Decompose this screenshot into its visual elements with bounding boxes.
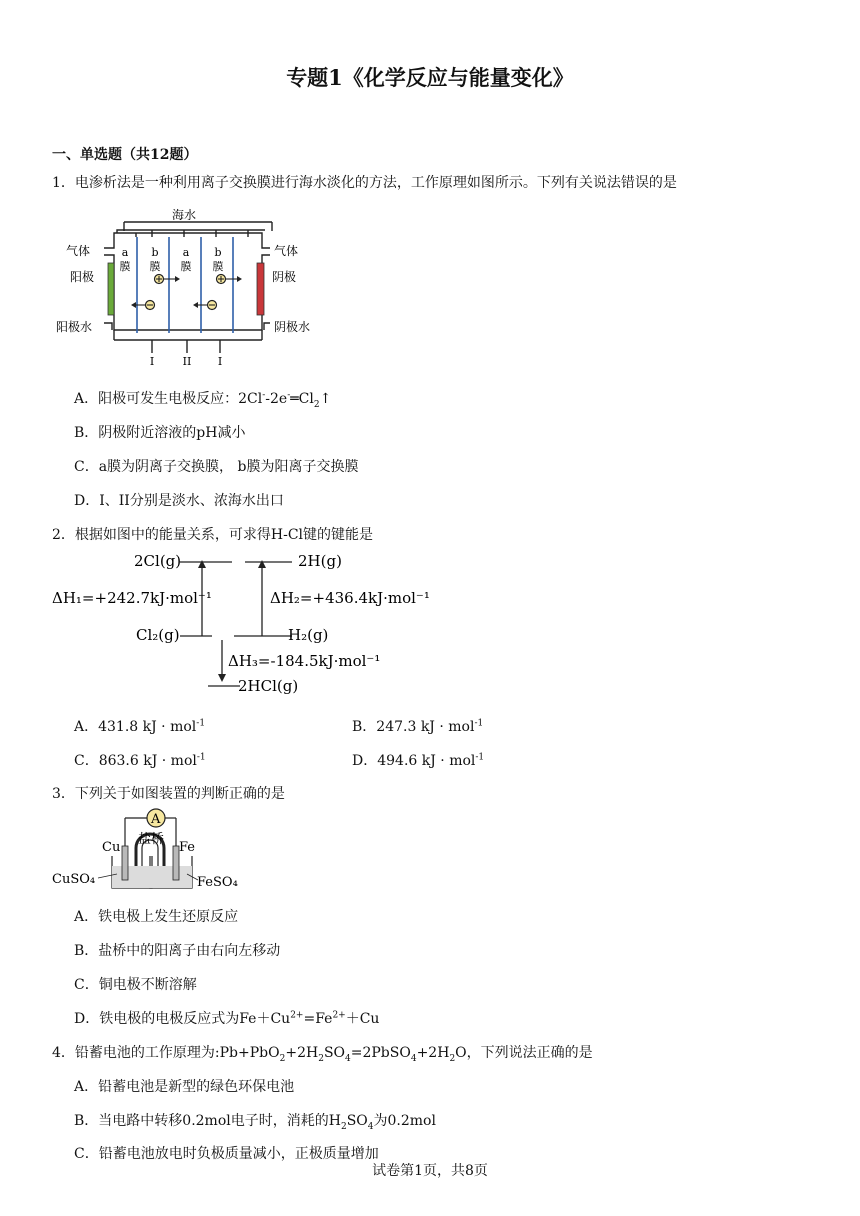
q1-option-d: D．I、II分别是淡水、浓海水出口 — [74, 493, 284, 509]
cathode-plate — [257, 263, 264, 315]
anode-label: 阳极 — [70, 270, 95, 284]
q2-option-d: D．494.6 kJ · mol$^{-1}$ — [352, 752, 485, 769]
energy-2cl-label: 2Cl(g) — [134, 552, 182, 570]
energy-2hcl-label: 2HCl(g) — [238, 677, 299, 695]
delta-h3-label: ΔH₃=-184.5kJ·mol⁻¹ — [228, 652, 381, 670]
membrane-1-letter: a — [121, 246, 129, 259]
q3-stem: 3．下列关于如图装置的判断正确的是 — [52, 786, 285, 802]
anode-plate — [108, 263, 114, 315]
delta-h1-label: ΔH₁=+242.7kJ·mol⁻¹ — [52, 589, 212, 607]
membrane-2-word: 膜 — [149, 260, 161, 273]
membrane-1-word: 膜 — [119, 260, 131, 273]
q2-energy-diagram — [52, 548, 432, 700]
q3-option-d: D．铁电极的电极反应式为$Fe+Cu^{2+}=Fe^{2+}+Cu$ — [74, 1010, 380, 1027]
q1-option-b: B．阴极附近溶液的pH减小 — [74, 425, 246, 441]
outlet-2-label: II — [182, 355, 192, 368]
q1-stem: 1．电渗析法是一种利用离子交换膜进行海水淡化的方法，工作原理如图所示。下列有关说法错误的是 — [52, 175, 677, 191]
energy-h2-label: H₂(g) — [288, 626, 329, 644]
outlet-1-label: I — [149, 355, 155, 368]
gas-left-label: 气体 — [66, 244, 91, 258]
page-footer: 试卷第1页，共8页 — [372, 1163, 488, 1179]
feso4-label: FeSO₄ — [197, 875, 238, 890]
energy-2h-label: 2H(g) — [298, 552, 342, 570]
outlet-3-label: I — [217, 355, 223, 368]
page-title: 专题1《化学反应与能量变化》 — [286, 65, 574, 90]
q1-option-a: A．阳极可发生电极反应：$2Cl^--2e^-═Cl_2↑$ — [74, 390, 332, 410]
q3-option-a: A．铁电极上发生还原反应 — [74, 909, 239, 925]
q3-option-b: B．盐桥中的阳离子由右向左移动 — [74, 943, 281, 959]
q2-option-b: B．247.3 kJ · mol$^{-1}$ — [352, 718, 484, 735]
energy-cl2-label: Cl₂(g) — [136, 626, 180, 644]
seawater-label: 海水 — [172, 208, 197, 222]
delta-h2-label: ΔH₂=+436.4kJ·mol⁻¹ — [270, 589, 430, 607]
q1-option-c: C．a膜为阴离子交换膜， b膜为阳离子交换膜 — [74, 459, 359, 475]
cu-electrode — [122, 846, 128, 880]
q4-stem: 4．铅蓄电池的工作原理为$:Pb+PbO_2+2H_2SO_4=2PbSO_4+2H_2O$，下列说法正确的是 — [52, 1045, 593, 1064]
q2-stem: 2．根据如图中的能量关系，可求得H-Cl键的键能是 — [52, 527, 374, 543]
cathode-label: 阴极 — [272, 270, 297, 284]
section-heading: 一、单选题（共12题） — [52, 147, 198, 163]
membrane-3-word: 膜 — [180, 260, 192, 273]
q1-electrodialysis-figure — [52, 205, 332, 370]
q4-option-c: C．铅蓄电池放电时负极质量减小，正极质量增加 — [74, 1146, 379, 1162]
q4-option-a: A．铅蓄电池是新型的绿色环保电池 — [74, 1079, 295, 1095]
membrane-4-word: 膜 — [212, 260, 224, 273]
membrane-3-letter: a — [182, 246, 190, 259]
q3-option-c: C．铜电极不断溶解 — [74, 977, 197, 993]
anode-water-label: 阳极水 — [56, 320, 93, 334]
cu-label: Cu — [102, 840, 121, 855]
cuso4-label: CuSO₄ — [52, 872, 96, 887]
membrane-4-letter: b — [214, 246, 222, 259]
q2-option-a: A．431.8 kJ · mol$^{-1}$ — [74, 718, 206, 735]
gas-right-label: 气体 — [274, 244, 299, 258]
fe-label: Fe — [179, 840, 196, 855]
q2-option-c: C．863.6 kJ · mol$^{-1}$ — [74, 752, 206, 769]
ammeter-label: A — [151, 812, 161, 827]
salt-bridge-label: 盐桥 — [138, 832, 165, 847]
q4-option-b: B．当电路中转移0.2mol电子时，消耗的$H_2SO_4$为0.2mol — [74, 1113, 436, 1132]
membrane-2-letter: b — [151, 246, 159, 259]
cathode-water-label: 阴极水 — [274, 320, 311, 334]
q3-galvanic-cell-figure — [52, 806, 252, 896]
